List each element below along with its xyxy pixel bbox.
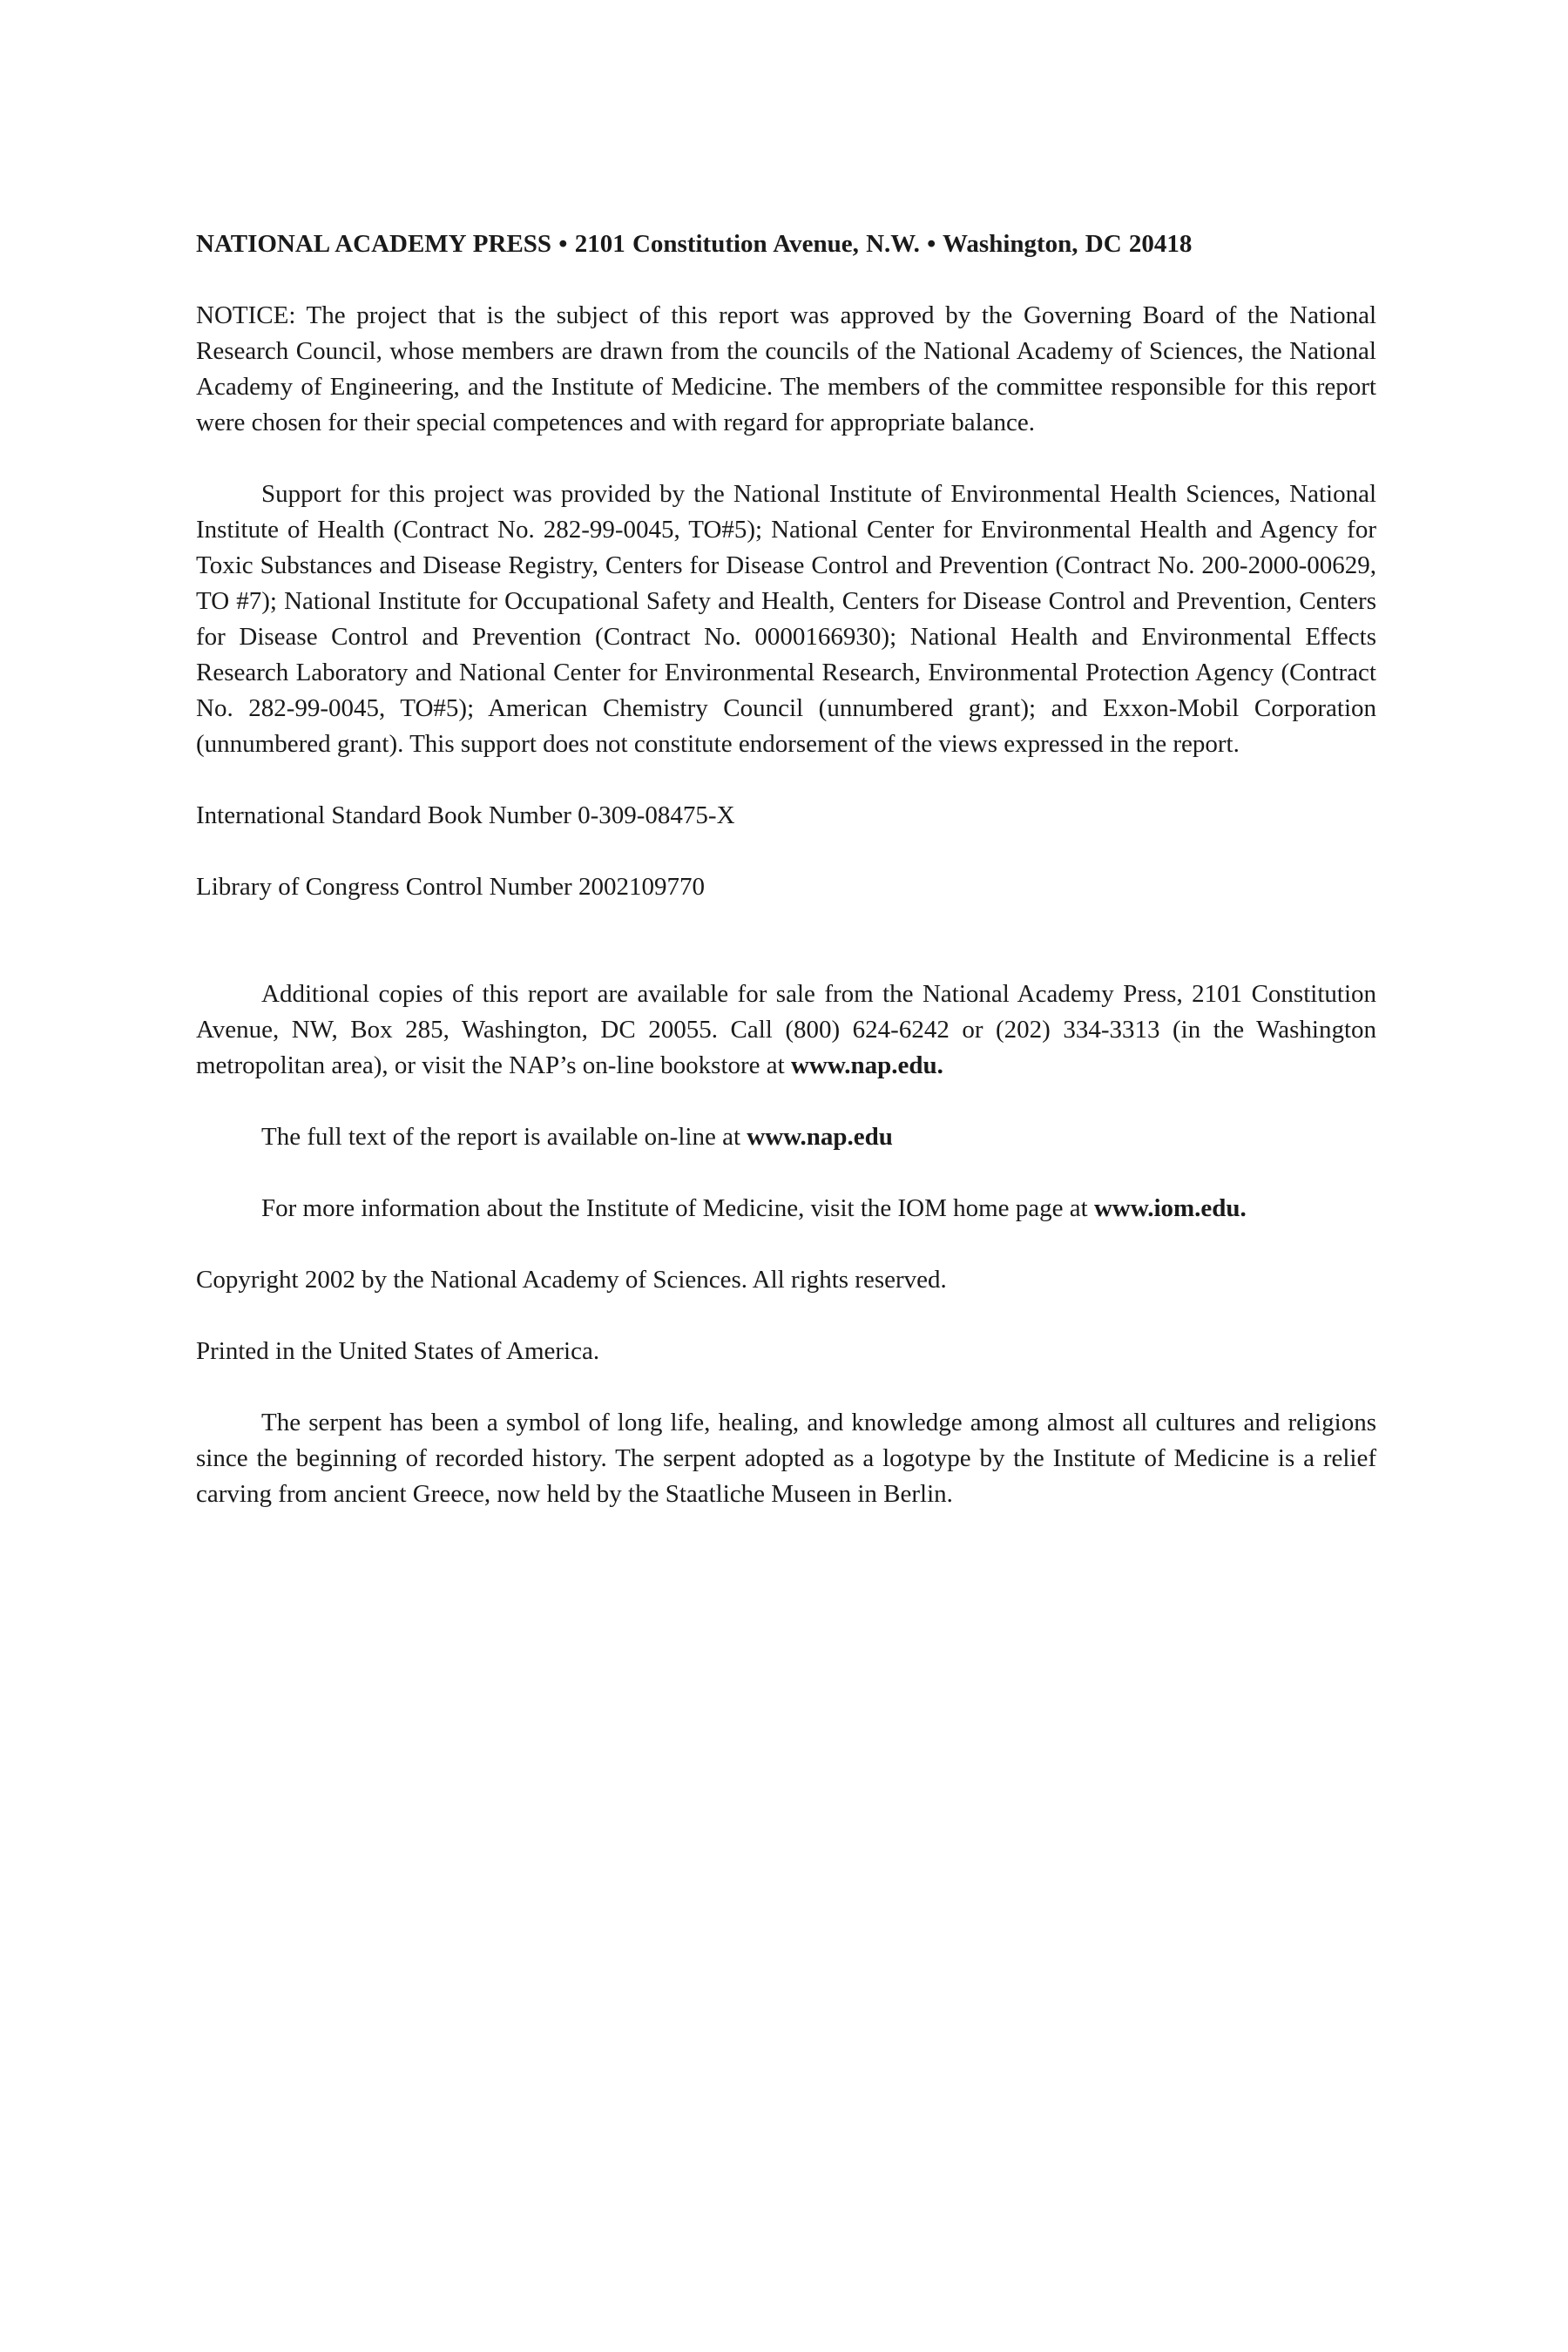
additional-copies-text: Additional copies of this report are available for sale from the National Academy Press, 2101 Constitution Avenue, NW, Box 285, Washington, DC 20055. Call (800) 624-6242 or (202) 334-3313 (in the Washington metropolitan area), or visit the NAP’s on-line bookstore at — [196, 980, 1376, 1079]
printed-line: Printed in the United States of America. — [196, 1337, 600, 1365]
lccn-line: Library of Congress Control Number 2002109770 — [196, 873, 705, 901]
publisher-header: NATIONAL ACADEMY PRESS • 2101 Constitution Avenue, N.W. • Washington, DC 20418 — [196, 230, 1193, 258]
full-text-text: The full text of the report is available on-line at — [261, 1123, 747, 1151]
copyright-page — [196, 226, 1376, 1512]
iom-homepage-link[interactable]: www.iom.edu. — [1093, 1194, 1247, 1222]
full-text-paragraph — [196, 1119, 1376, 1155]
iom-info-text: For more information about the Institute of Medicine, visit the IOM home page at — [261, 1194, 1094, 1222]
copyright-line: Copyright 2002 by the National Academy of Sciences. All rights reserved. — [196, 1266, 947, 1294]
isbn-line: International Standard Book Number 0-309-08475-X — [196, 801, 735, 829]
nap-bookstore-link[interactable]: www.nap.edu. — [790, 1051, 943, 1079]
iom-info-paragraph — [196, 1191, 1376, 1227]
additional-copies-paragraph — [196, 977, 1376, 1084]
serpent-paragraph: The serpent has been a symbol of long life, healing, and knowledge among almost all cultures and religions since the beginning of recorded history. The serpent adopted as a logotype by the Institute of Medicine is a relief carving from ancient Greece, now held by the Staatliche Museen in Berlin. — [196, 1409, 1376, 1508]
notice-paragraph: NOTICE: The project that is the subject of this report was approved by the Governing Board of the National Research Council, whose members are drawn from the councils of the National Academy of Sciences, the National Academy of Engineering, and the Institute of Medicine. The members of the committee responsible for this report were chosen for their special competences and with regard for appropriate balance. — [196, 301, 1376, 436]
support-paragraph: Support for this project was provided by the National Institute of Environmental Health Sciences, National Institute of Health (Contract No. 282-99-0045, TO#5); National Center for Environmental Health and Agency for Toxic Substances and Disease Registry, Centers for Disease Control and Prevention (Contract No. 200-2000-00629, TO #7); National Institute for Occupational Safety and Health, Centers for Disease Control and Prevention, Centers for Disease Control and Prevention (Contract No. 0000166930); National Health and Environmental Effects Research Laboratory and National Center for Environmental Research, Environmental Protection Agency (Contract No. 282-99-0045, TO#5); American Chemistry Council (unnumbered grant); and Exxon-Mobil Corporation (unnumbered grant). This support does not constitute endorsement of the views expressed in the report. — [196, 480, 1376, 758]
nap-fulltext-link[interactable]: www.nap.edu — [747, 1123, 893, 1151]
